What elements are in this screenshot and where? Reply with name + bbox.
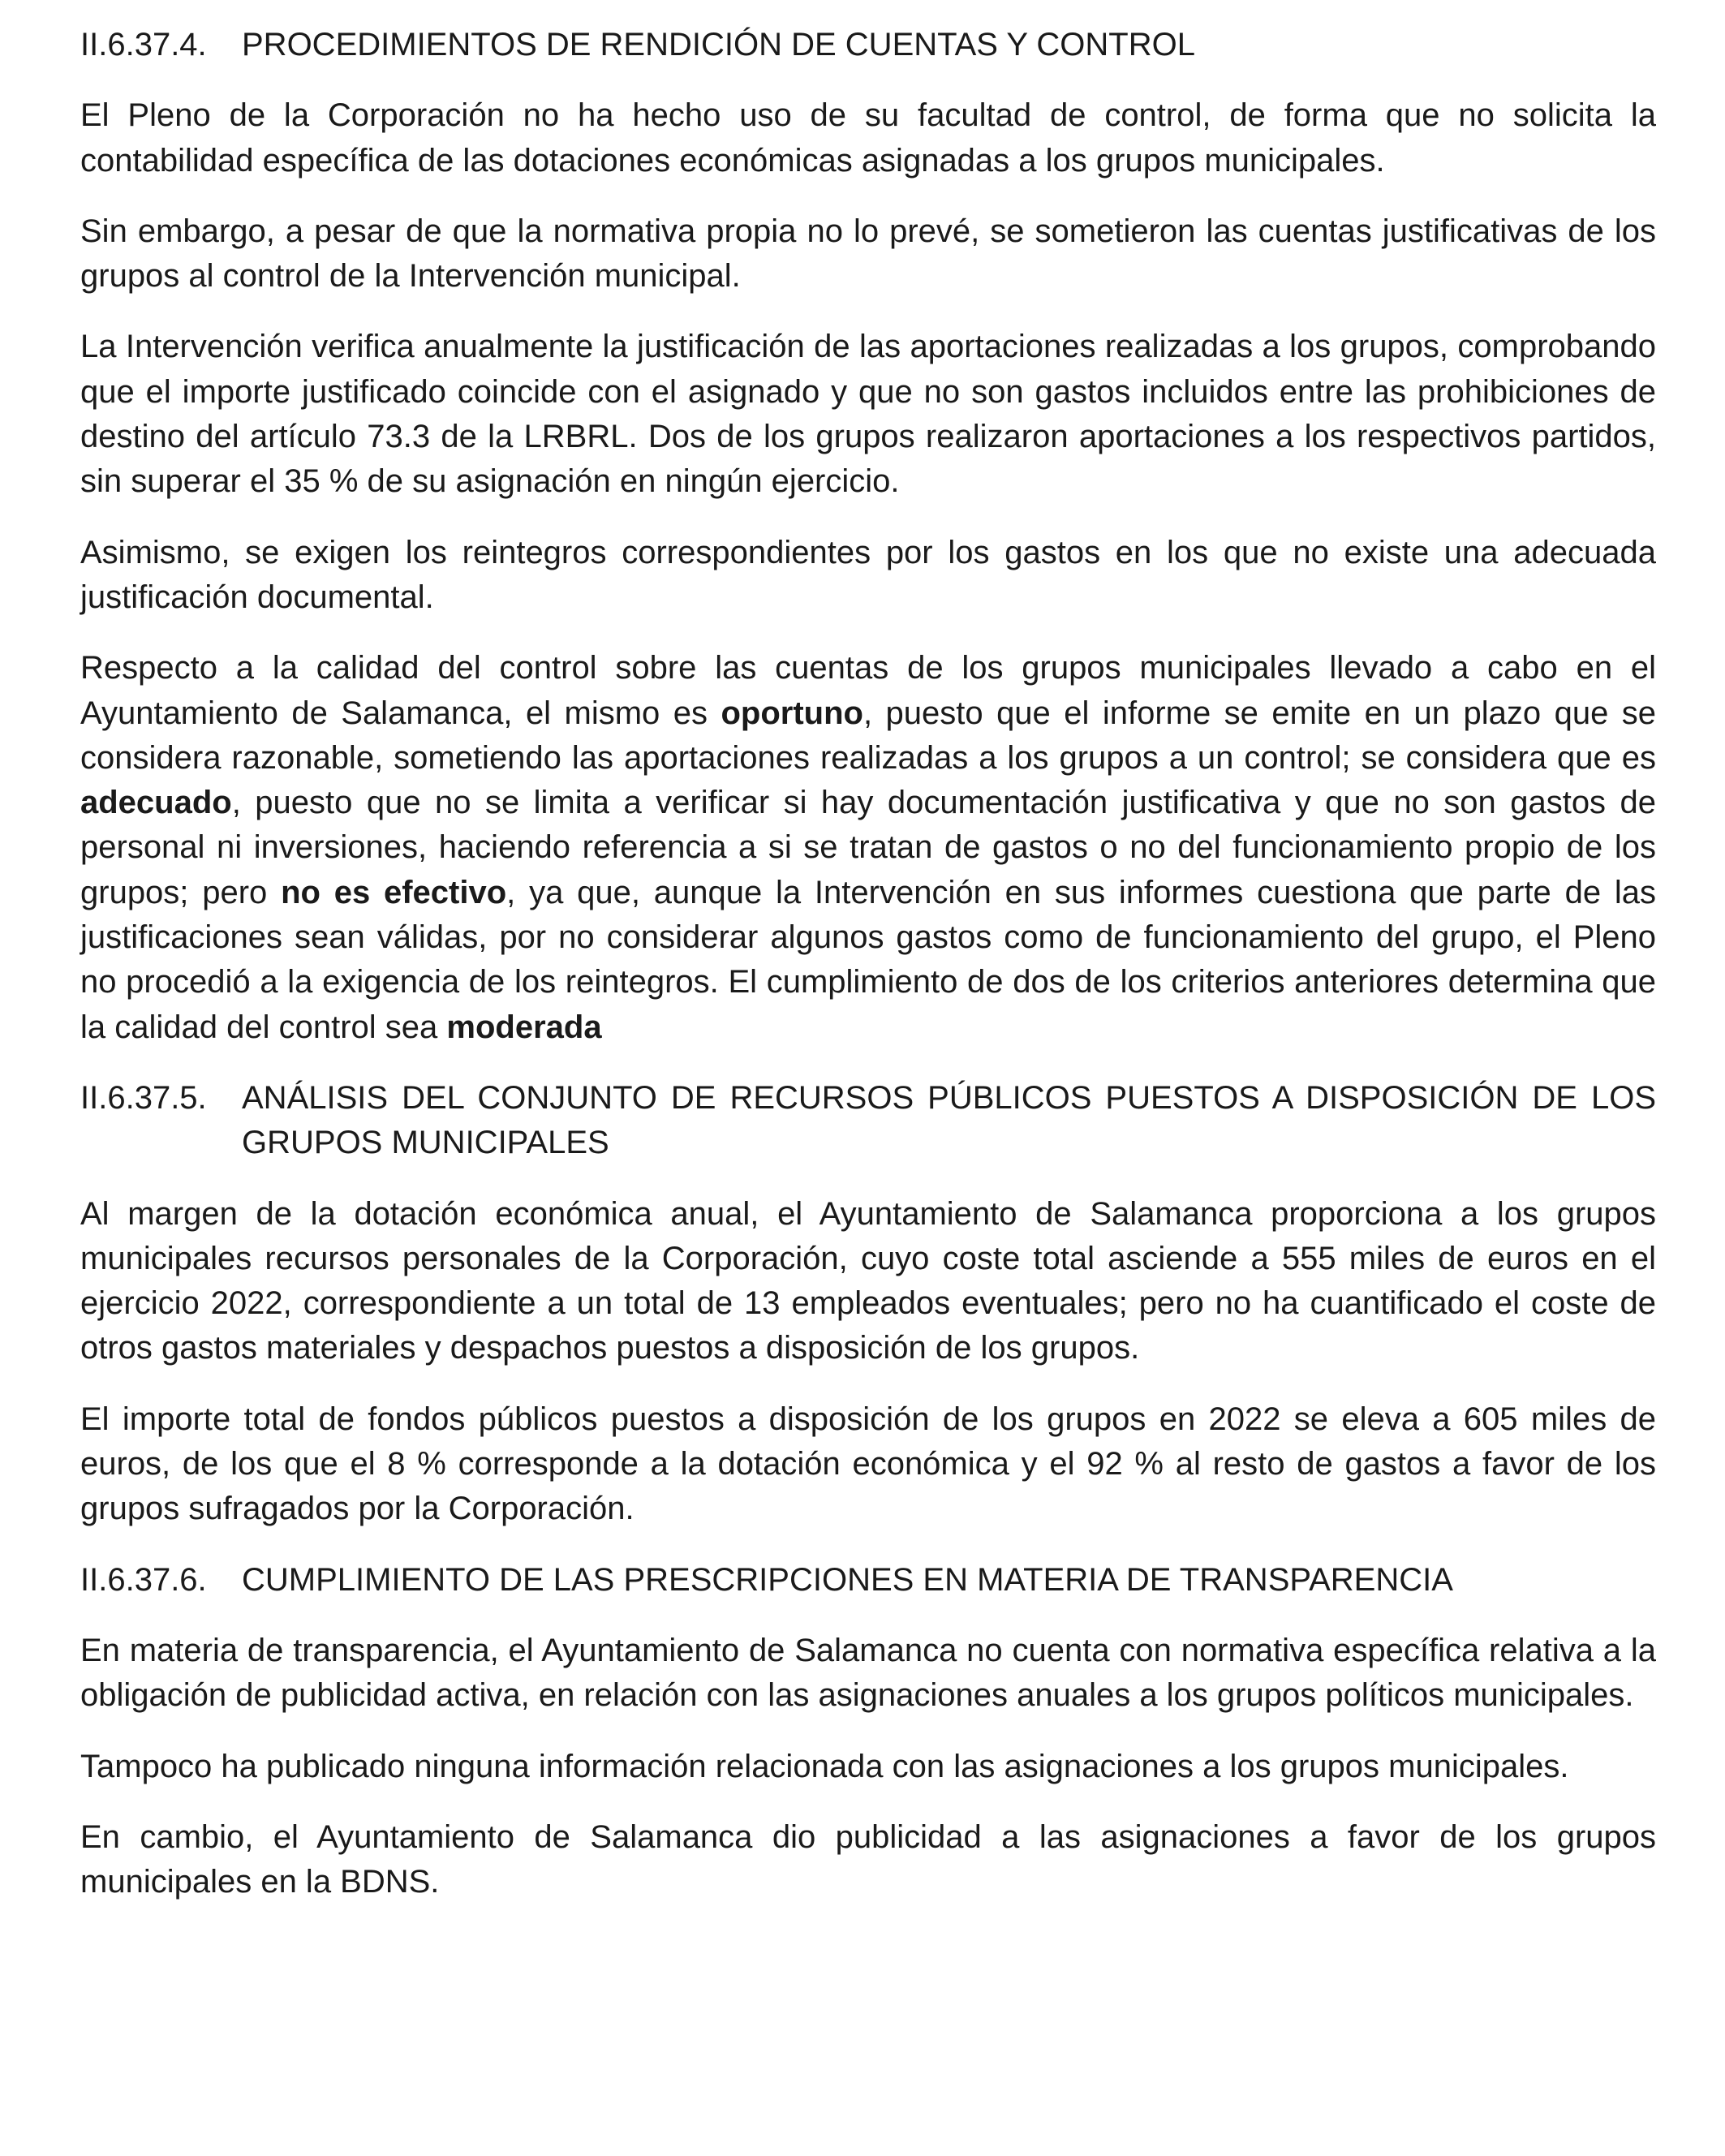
text-run: Respecto a la calidad del control sobre las cuentas de los grupos municipales llevado a cabo en el Ayuntamiento de Salamanca, el mismo es [80, 650, 1656, 731]
section-title: ANÁLISIS DEL CONJUNTO DE RECURSOS PÚBLICOS PUESTOS A DISPOSICIÓN DE LOS GRUPOS MUNICIPALES [242, 1079, 1656, 1161]
section-number: II.6.37.5. [80, 1079, 207, 1116]
document-page [80, 23, 1656, 1930]
emphasis-oportuno: oportuno [721, 695, 863, 731]
paragraph: El importe total de fondos públicos puestos a disposición de los grupos en 2022 se eleva a 605 miles de euros, de los que el 8 % corresponde a la dotación económica y el 92 % al resto de gastos a favor de los grupos sufragados por la Corporación. [80, 1401, 1656, 1527]
paragraph: Asimismo, se exigen los reintegros correspondientes por los gastos en los que no existe una adecuada justificación documental. [80, 534, 1656, 615]
paragraph: Tampoco ha publicado ninguna información relacionada con las asignaciones a los grupos municipales. [80, 1748, 1569, 1784]
section-title: PROCEDIMIENTOS DE RENDICIÓN DE CUENTAS Y CONTROL [242, 27, 1195, 62]
paragraph: En materia de transparencia, el Ayuntamiento de Salamanca no cuenta con normativa específica relativa a la obligación de publicidad activa, en relación con las asignaciones anuales a los grupos políticos municipales. [80, 1632, 1656, 1714]
text-run: , puesto que el informe se emite en un plazo que se considera razonable, sometiendo las aportaciones realizadas a los grupos a un control; se considera que es [80, 695, 1657, 776]
paragraph: Sin embargo, a pesar de que la normativa propia no lo prevé, se sometieron las cuentas justificativas de los grupos al control de la Intervención municipal. [80, 213, 1656, 295]
paragraph: Al margen de la dotación económica anual, el Ayuntamiento de Salamanca proporciona a los grupos municipales recursos personales de la Corporación, cuyo coste total asciende a 555 miles de euros en el ejercicio 2022, correspondiente a un total de 13 empleados eventuales; pero no ha cuantificado el coste de otros gastos materiales y despachos puestos a disposición de los grupos. [80, 1195, 1656, 1366]
emphasis-no-es-efectivo: no es efectivo [281, 874, 507, 910]
text-run: , puesto que no se limita a verificar si hay documentación justificativa y que no son gastos de personal ni inversiones, haciendo referencia a si se tratan de gastos o no del funcionamiento propio de los grupos; pero [80, 785, 1656, 910]
section-title: CUMPLIMIENTO DE LAS PRESCRIPCIONES EN MATERIA DE TRANSPARENCIA [242, 1561, 1453, 1598]
control-quality-paragraph [80, 646, 1656, 1050]
paragraph: En cambio, el Ayuntamiento de Salamanca dio publicidad a las asignaciones a favor de los grupos municipales en la BDNS. [80, 1818, 1656, 1900]
text-run: , ya que, aunque la Intervención en sus informes cuestiona que parte de las justificaciones sean válidas, por no considerar algunos gastos como de funcionamiento del grupo, el Pleno no procedió a la exigencia de los reintegros. El cumplimiento de dos de los criterios anteriores determina que la calidad del control sea [80, 874, 1657, 1045]
section-heading [80, 1076, 1656, 1166]
emphasis-adecuado: adecuado [80, 785, 232, 821]
section-heading [80, 1558, 1656, 1603]
section-number: II.6.37.6. [80, 1561, 207, 1598]
emphasis-moderada: moderada [446, 1009, 602, 1045]
section-number: II.6.37.4. [80, 27, 207, 62]
section-heading [80, 23, 1656, 67]
paragraph: La Intervención verifica anualmente la justificación de las aportaciones realizadas a los grupos, comprobando que el importe justificado coincide con el asignado y que no son gastos incluidos entre las prohibiciones de destino del artículo 73.3 de la LRBRL. Dos de los grupos realizaron aportaciones a los respectivos partidos, sin superar el 35 % de su asignación en ningún ejercicio. [80, 329, 1656, 500]
paragraph: El Pleno de la Corporación no ha hecho uso de su facultad de control, de forma que no solicita la contabilidad específica de las dotaciones económicas asignadas a los grupos municipales. [80, 97, 1656, 179]
